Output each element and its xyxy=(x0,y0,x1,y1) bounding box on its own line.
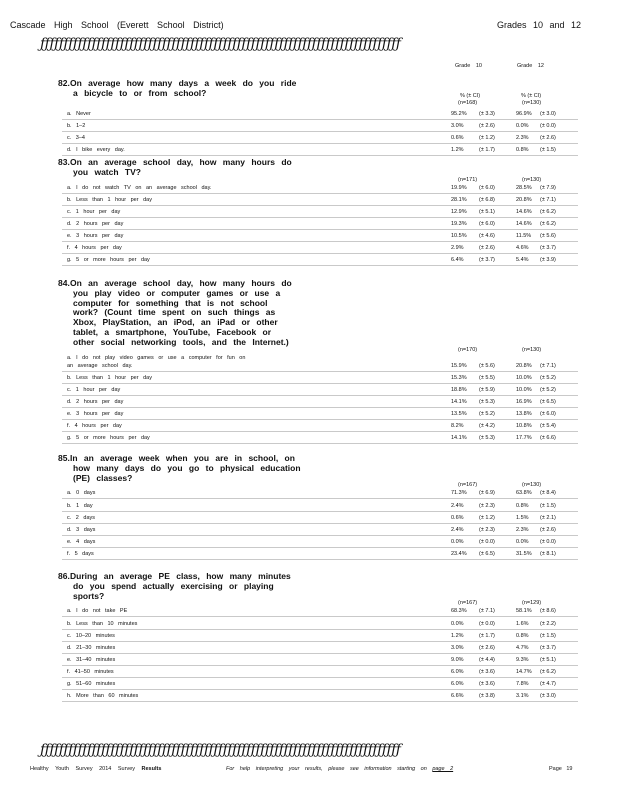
grade12-percent: 20.8% xyxy=(516,362,532,369)
grade12-percent: 0.8% xyxy=(516,146,529,153)
grade12-ci: (± 1.5) xyxy=(540,502,556,509)
row-divider xyxy=(62,253,578,254)
sample-size-g10: (n=170) xyxy=(458,346,478,353)
answer-option-label: c. 3–4 xyxy=(67,134,85,141)
grade12-percent: 3.1% xyxy=(516,693,529,700)
grade12-ci: (± 7.1) xyxy=(540,362,556,369)
grade12-ci: (± 8.4) xyxy=(540,490,556,497)
grade10-percent: 0.6% xyxy=(451,134,464,141)
grade10-ci: (± 6.5) xyxy=(479,550,495,557)
row-divider xyxy=(62,419,578,420)
row-divider xyxy=(62,701,578,702)
answer-option-label: a. I do not watch TV on an average school day. xyxy=(67,184,212,191)
row-divider xyxy=(62,498,578,499)
grade10-percent: 6.0% xyxy=(451,668,464,675)
grade12-ci: (± 0.0) xyxy=(540,538,556,545)
answer-option-label: e. 3 hours per day xyxy=(67,411,124,417)
answer-option-label: c. 1 hour per day xyxy=(67,208,121,215)
grade12-percent: 16.9% xyxy=(516,398,532,405)
grade12-percent: 1.5% xyxy=(516,514,529,521)
grade10-ci: (± 5.5) xyxy=(479,374,495,381)
column-header-grade-12: Grade 12 xyxy=(517,63,544,69)
grade10-ci: (± 0.0) xyxy=(479,538,495,545)
answer-option-label: h. More than 60 minutes xyxy=(67,693,139,700)
row-divider xyxy=(62,431,578,432)
row-divider xyxy=(62,547,578,548)
answer-option-label: d. I bike every day. xyxy=(67,146,125,153)
grade10-ci: (± 1.2) xyxy=(479,514,495,521)
question-text-line: sports? xyxy=(73,590,105,601)
grade12-percent: 14.6% xyxy=(516,220,532,227)
grade12-ci: (± 6.6) xyxy=(540,435,556,442)
answer-option-label-continued: an average school day. xyxy=(67,362,133,369)
grade10-ci: (± 2.3) xyxy=(479,526,495,533)
grade10-percent: 2.4% xyxy=(451,502,464,509)
answer-option-label: e. 31–40 minutes xyxy=(67,656,116,663)
question-text-line: a bicycle to or from school? xyxy=(73,87,207,98)
grade12-percent: 10.0% xyxy=(516,386,532,393)
row-divider xyxy=(62,677,578,678)
grade10-percent: 3.0% xyxy=(451,644,464,651)
grade12-percent: 10.0% xyxy=(516,374,532,381)
row-divider xyxy=(62,119,578,120)
grade10-percent: 2.9% xyxy=(451,245,464,252)
grade10-percent: 10.5% xyxy=(451,233,467,239)
bottom-decorative-rule: ƒƒƒƒƒƒƒƒƒƒƒƒƒƒƒƒƒƒƒƒƒƒƒƒƒƒƒƒƒƒƒƒƒƒƒƒƒƒƒƒƒƒƒƒƒƒƒƒƒƒƒƒƒƒƒƒƒƒƒƒƒƒƒƒƒƒƒƒƒƒƒƒƒƒƒƒƒ xyxy=(40,742,401,758)
answer-option-label: d. 2 hours per day xyxy=(67,220,124,227)
row-divider xyxy=(62,535,578,536)
grade10-percent: 6.4% xyxy=(451,257,464,264)
row-divider xyxy=(62,131,578,132)
grade12-percent: 17.7% xyxy=(516,435,532,442)
question-text-line: In an average week when you are in school, on xyxy=(70,453,295,463)
question-text-line: you play video or computer games or use a xyxy=(73,287,281,298)
grade12-percent: 10.8% xyxy=(516,423,532,430)
grade10-percent: 9.0% xyxy=(451,656,464,663)
answer-option-label: f. 41–50 minutes xyxy=(67,668,114,675)
grade12-ci: (± 2.6) xyxy=(540,526,556,533)
answer-option-label: c. 10–20 minutes xyxy=(67,632,115,639)
percent-ci-header-g10: % (± CI) xyxy=(460,92,481,99)
column-header-grade-10: Grade 10 xyxy=(455,63,482,69)
grade10-ci: (± 3.8) xyxy=(479,693,495,700)
grade10-percent: 19.9% xyxy=(451,184,467,191)
grade10-ci: (± 4.4) xyxy=(479,656,495,663)
grade12-percent: 7.8% xyxy=(516,681,529,687)
question-text-line: you watch TV? xyxy=(73,166,141,177)
grade10-percent: 0.6% xyxy=(451,514,464,521)
grade10-percent: 23.4% xyxy=(451,550,467,557)
grade10-ci: (± 0.0) xyxy=(479,620,495,627)
footer-page-link[interactable]: page 2 xyxy=(432,766,454,772)
grade12-percent: 0.0% xyxy=(516,122,529,129)
grade10-ci: (± 3.7) xyxy=(479,257,495,264)
answer-option-label: a. 0 days xyxy=(67,490,96,497)
question-text-line: On average how many days a week do you ride xyxy=(70,78,297,88)
grade12-ci: (± 1.5) xyxy=(540,146,556,153)
grade12-percent: 20.8% xyxy=(516,196,532,203)
grade10-ci: (± 3.6) xyxy=(479,668,495,675)
answer-option-label: g. 5 or more hours per day xyxy=(67,435,150,442)
grade12-ci: (± 6.2) xyxy=(540,668,556,675)
question-text-line: tablet, a smartphone, YouTube, Facebook or xyxy=(73,327,272,337)
grade12-percent: 0.8% xyxy=(516,632,529,639)
question-text-line: work? (Count time spent on such things as xyxy=(73,307,276,318)
grade10-ci: (± 2.3) xyxy=(479,502,495,509)
row-divider xyxy=(62,641,578,642)
grade10-ci: (± 3.6) xyxy=(479,681,495,687)
footer-survey-title xyxy=(30,766,161,772)
row-divider xyxy=(62,371,578,372)
footer-results-label: Results xyxy=(141,766,162,772)
question-text-line: other social networking tools, and the Internet.) xyxy=(73,336,289,347)
grade12-ci: (± 5.1) xyxy=(540,656,556,663)
grade10-ci: (± 4.2) xyxy=(479,423,495,430)
question-number: 84. xyxy=(58,278,70,288)
answer-option-label: c. 2 days xyxy=(67,514,96,521)
sample-size-g10: (n=171) xyxy=(458,176,478,183)
question-text-line: On an average school day, how many hours do xyxy=(70,157,292,167)
percent-ci-header-g12: % (± CI) xyxy=(521,92,542,99)
grade12-ci: (± 5.2) xyxy=(540,386,556,393)
grade10-percent: 71.3% xyxy=(451,490,467,497)
row-divider xyxy=(62,143,578,144)
page-number: Page 19 xyxy=(549,766,573,772)
grade10-ci: (± 5.1) xyxy=(479,208,495,215)
grade10-ci: (± 1.2) xyxy=(479,134,495,141)
grade12-ci: (± 3.9) xyxy=(540,257,556,264)
report-header-grades: Grades 10 and 12 xyxy=(497,20,582,30)
grade12-ci: (± 6.0) xyxy=(540,411,556,417)
grade12-percent: 0.8% xyxy=(516,502,529,509)
sample-size-g12: (n=130) xyxy=(522,482,542,489)
grade12-ci: (± 3.7) xyxy=(540,245,556,252)
row-divider xyxy=(62,265,578,266)
row-divider xyxy=(62,559,578,560)
grade12-ci: (± 0.0) xyxy=(540,122,556,129)
grade12-percent: 2.3% xyxy=(516,526,529,533)
answer-option-label: c. 1 hour per day xyxy=(67,386,121,393)
grade12-percent: 9.3% xyxy=(516,656,529,663)
grade10-ci: (± 5.6) xyxy=(479,362,495,369)
grade12-ci: (± 2.6) xyxy=(540,134,556,141)
answer-option-label: b. Less than 10 minutes xyxy=(67,620,138,627)
report-header-school: Cascade High School (Everett School District) xyxy=(10,20,224,30)
grade10-ci: (± 6.8) xyxy=(479,196,495,203)
row-divider xyxy=(62,523,578,524)
grade12-ci: (± 5.2) xyxy=(540,374,556,381)
row-divider xyxy=(62,511,578,512)
sample-size-g12: (n=130) xyxy=(522,176,542,183)
grade12-percent: 4.6% xyxy=(516,245,529,252)
question-text-line: (PE) classes? xyxy=(73,472,133,483)
row-divider xyxy=(62,653,578,654)
question-text-line: Xbox, PlayStation, an iPod, an iPad or other xyxy=(73,317,278,328)
row-divider xyxy=(62,155,578,156)
answer-option-label: f. 4 hours per day xyxy=(67,423,122,430)
grade10-ci: (± 5.9) xyxy=(479,386,495,393)
grade12-percent: 2.3% xyxy=(516,134,529,141)
grade12-ci: (± 3.7) xyxy=(540,644,556,651)
grade10-ci: (± 4.6) xyxy=(479,233,495,239)
grade10-percent: 68.3% xyxy=(451,608,467,615)
row-divider xyxy=(62,193,578,194)
answer-option-label: b. Less than 1 hour per day xyxy=(67,374,152,381)
grade12-ci: (± 2.1) xyxy=(540,514,556,521)
grade10-percent: 15.9% xyxy=(451,362,467,369)
answer-option-label: d. 2 hours per day xyxy=(67,398,124,405)
grade10-ci: (± 5.3) xyxy=(479,435,495,442)
answer-option-label: d. 3 days xyxy=(67,526,96,533)
grade12-percent: 31.5% xyxy=(516,550,532,557)
footer-help-text: For help interpreting your results, please see information starting on xyxy=(226,766,433,772)
grade12-ci: (± 6.2) xyxy=(540,208,556,215)
grade10-ci: (± 5.3) xyxy=(479,398,495,405)
grade12-ci: (± 2.2) xyxy=(540,620,556,627)
grade10-percent: 6.0% xyxy=(451,681,464,687)
grade10-ci: (± 2.6) xyxy=(479,644,495,651)
grade12-ci: (± 8.6) xyxy=(540,608,556,615)
grade10-ci: (± 7.1) xyxy=(479,608,495,615)
grade10-percent: 6.6% xyxy=(451,693,464,700)
grade10-percent: 12.9% xyxy=(451,208,467,215)
sample-size-g12: (n=130) xyxy=(522,346,542,353)
grade12-ci: (± 1.5) xyxy=(540,632,556,639)
answer-option-label: f. 5 days xyxy=(67,550,94,557)
grade10-ci: (± 1.7) xyxy=(479,632,495,639)
question-text-line: During an average PE class, how many minutes xyxy=(70,571,291,581)
grade12-ci: (± 6.5) xyxy=(540,398,556,405)
grade12-percent: 13.8% xyxy=(516,411,532,417)
grade10-percent: 19.3% xyxy=(451,220,467,227)
row-divider xyxy=(62,217,578,218)
answer-option-label: a. I do not take PE xyxy=(67,608,128,615)
grade12-percent: 1.6% xyxy=(516,620,529,627)
top-decorative-rule: ƒƒƒƒƒƒƒƒƒƒƒƒƒƒƒƒƒƒƒƒƒƒƒƒƒƒƒƒƒƒƒƒƒƒƒƒƒƒƒƒƒƒƒƒƒƒƒƒƒƒƒƒƒƒƒƒƒƒƒƒƒƒƒƒƒƒƒƒƒƒƒƒƒƒƒƒƒ xyxy=(40,36,401,52)
question-number: 83. xyxy=(58,157,70,167)
answer-option-label: a. Never xyxy=(67,110,91,117)
grade10-percent: 3.0% xyxy=(451,122,464,129)
grade10-percent: 28.1% xyxy=(451,196,467,203)
grade10-ci: (± 5.2) xyxy=(479,411,495,417)
footer-help-note xyxy=(226,766,453,772)
grade10-percent: 0.0% xyxy=(451,538,464,545)
grade12-percent: 11.5% xyxy=(516,233,532,239)
grade10-percent: 14.1% xyxy=(451,398,467,405)
grade12-percent: 58.1% xyxy=(516,608,532,615)
answer-option-label: d. 21–30 minutes xyxy=(67,644,116,651)
grade10-percent: 8.2% xyxy=(451,423,464,430)
grade12-ci: (± 5.6) xyxy=(540,233,556,239)
grade12-percent: 14.6% xyxy=(516,208,532,215)
answer-option-label: a. I do not play video games or use a computer for fun on xyxy=(67,354,246,361)
answer-option-label: e. 4 days xyxy=(67,538,96,545)
row-divider xyxy=(62,395,578,396)
row-divider xyxy=(62,383,578,384)
answer-option-label: g. 5 or more hours per day xyxy=(67,257,150,264)
question-text-line: On an average school day, how many hours do xyxy=(70,278,292,288)
question-text-line: how many days do you go to physical education xyxy=(73,462,301,473)
row-divider xyxy=(62,665,578,666)
row-divider xyxy=(62,616,578,617)
grade10-ci: (± 2.6) xyxy=(479,245,495,252)
question-number: 82. xyxy=(58,78,70,88)
grade12-percent: 0.0% xyxy=(516,538,529,545)
row-divider xyxy=(62,629,578,630)
grade10-percent: 2.4% xyxy=(451,526,464,533)
grade12-percent: 14.7% xyxy=(516,668,532,675)
row-divider xyxy=(62,229,578,230)
grade12-percent: 96.9% xyxy=(516,110,532,117)
row-divider xyxy=(62,205,578,206)
grade10-ci: (± 2.6) xyxy=(479,122,495,129)
grade12-ci: (± 8.1) xyxy=(540,550,556,557)
grade10-ci: (± 1.7) xyxy=(479,146,495,153)
sample-size-g12: (n=129) xyxy=(522,600,542,607)
grade10-percent: 15.3% xyxy=(451,374,467,381)
grade12-percent: 63.8% xyxy=(516,490,532,497)
answer-option-label: f. 4 hours per day xyxy=(67,245,122,252)
grade12-ci: (± 7.9) xyxy=(540,184,556,191)
grade12-ci: (± 3.0) xyxy=(540,110,556,117)
grade10-percent: 18.8% xyxy=(451,386,467,393)
sample-size-g10: (n=168) xyxy=(458,99,478,106)
answer-option-label: b. Less than 1 hour per day xyxy=(67,196,152,203)
grade10-ci: (± 6.0) xyxy=(479,184,495,191)
grade10-percent: 14.1% xyxy=(451,435,467,442)
answer-option-label: e. 3 hours per day xyxy=(67,233,124,239)
footer-survey-name: Healthy Youth Survey 2014 Survey xyxy=(30,766,142,772)
grade12-ci: (± 5.4) xyxy=(540,423,556,430)
grade12-percent: 28.5% xyxy=(516,184,532,191)
question-number: 86. xyxy=(58,571,70,581)
row-divider xyxy=(62,443,578,444)
answer-option-label: g. 51–60 minutes xyxy=(67,681,116,687)
question-text-line: computer for something that is not school xyxy=(73,297,268,308)
grade10-percent: 1.2% xyxy=(451,632,464,639)
grade12-ci: (± 3.0) xyxy=(540,693,556,700)
row-divider xyxy=(62,407,578,408)
grade10-ci: (± 6.0) xyxy=(479,220,495,227)
sample-size-g10: (n=167) xyxy=(458,600,478,607)
grade10-percent: 0.0% xyxy=(451,620,464,627)
grade10-percent: 13.5% xyxy=(451,411,467,417)
grade10-percent: 95.2% xyxy=(451,110,467,117)
grade12-percent: 5.4% xyxy=(516,257,529,264)
grade10-ci: (± 6.9) xyxy=(479,490,495,497)
answer-option-label: b. 1 day xyxy=(67,502,93,509)
grade12-ci: (± 6.2) xyxy=(540,220,556,227)
row-divider xyxy=(62,689,578,690)
sample-size-g12: (n=130) xyxy=(522,99,542,106)
grade10-percent: 1.2% xyxy=(451,146,464,153)
answer-option-label: b. 1–2 xyxy=(67,122,86,129)
grade12-ci: (± 7.1) xyxy=(540,196,556,203)
grade12-percent: 4.7% xyxy=(516,644,529,651)
grade12-ci: (± 4.7) xyxy=(540,681,556,687)
sample-size-g10: (n=167) xyxy=(458,482,478,489)
row-divider xyxy=(62,241,578,242)
grade10-ci: (± 3.3) xyxy=(479,110,495,117)
question-number: 85. xyxy=(58,453,70,463)
question-text-line: do you spend actually exercising or playing xyxy=(73,580,274,591)
